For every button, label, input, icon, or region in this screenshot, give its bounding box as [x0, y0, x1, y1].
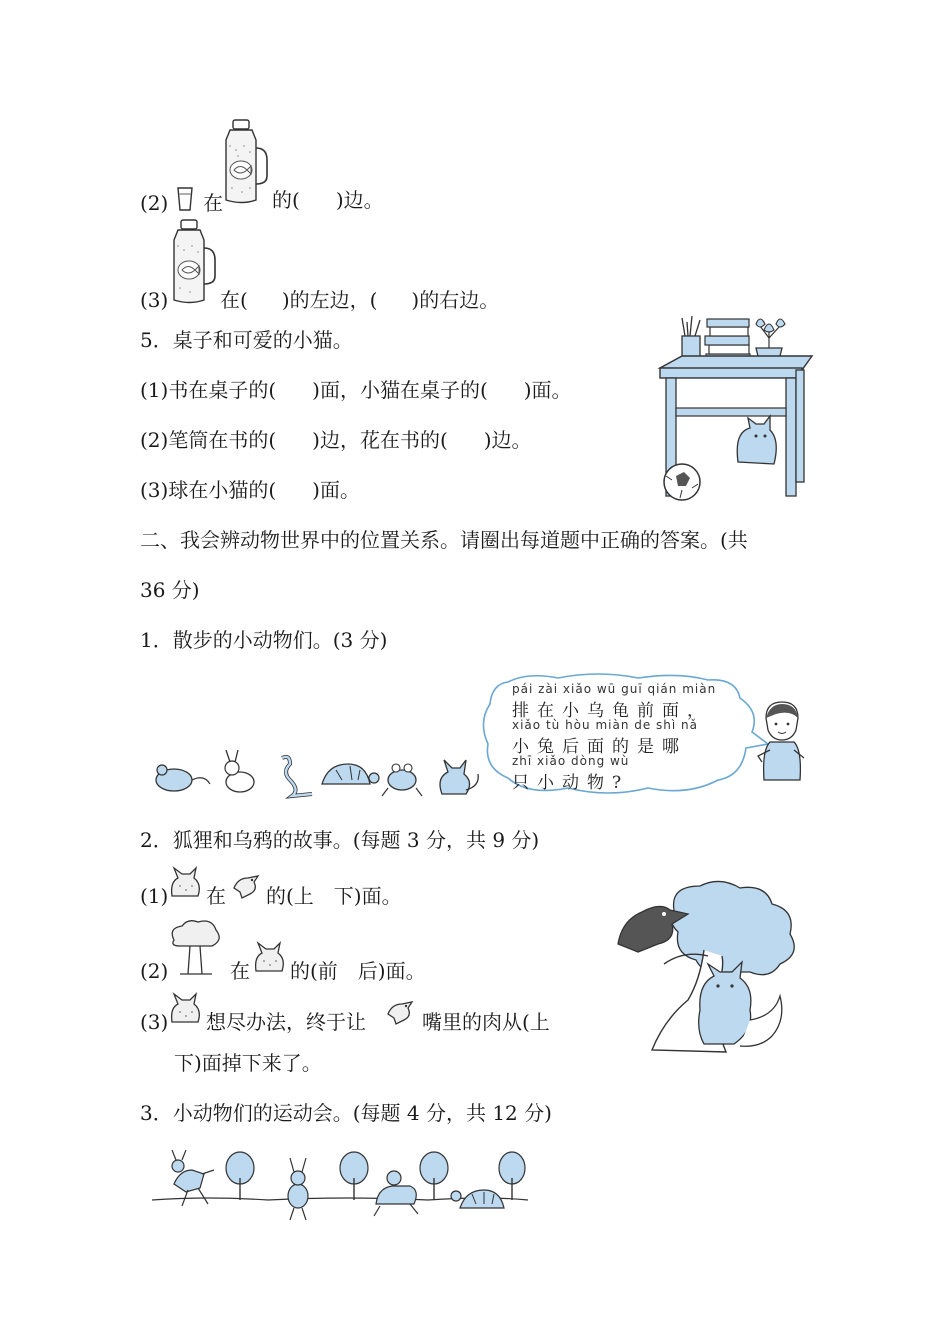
p2-item2-text1: 在 [230, 959, 250, 983]
p2-title: 2．狐狸和乌鸦的故事。(每题 3 分，共 9 分) [140, 828, 540, 852]
q5-item3: (3)球在小猫的( )面。 [140, 478, 360, 502]
p2-item3-text1: 想尽办法，终于让 [206, 1010, 366, 1034]
crow-icon [384, 998, 416, 1026]
fox-icon [168, 992, 204, 1024]
bubble-text-3: 只小动物? [512, 773, 630, 793]
p2-item3-text3: 下)面掉下来了。 [174, 1051, 322, 1075]
item-number: (2) [140, 191, 169, 215]
p2-item1-text2: 的(上 下)面。 [266, 884, 402, 908]
fox-crow-tree-illustration [604, 880, 804, 1064]
fox-icon [168, 866, 204, 898]
p2-item1-text1: 在 [206, 884, 226, 908]
animal-row-illustration [152, 750, 482, 802]
p2-item2-text2: 的(前 后)面。 [290, 959, 426, 983]
crow-icon [230, 872, 262, 900]
q4-item3-text: 在( )的左边，( )的右边。 [220, 288, 500, 312]
speech-bubble [478, 672, 768, 798]
bubble-pinyin-3: zhī xiǎo dòng wù [512, 754, 630, 768]
q4-item3-num: (3) [140, 288, 169, 312]
p1-title: 1．散步的小动物们。(3 分) [140, 628, 388, 652]
bubble-pinyin-1: pái zài xiǎo wū guī qián miàn [512, 682, 717, 696]
fox-icon [252, 941, 288, 973]
thermos-icon [220, 118, 270, 206]
section2-heading-line2: 36 分) [140, 578, 200, 602]
q5-title: 5．桌子和可爱的小猫。 [140, 328, 353, 352]
p2-item3-num: (3) [140, 1010, 169, 1034]
tree-icon [166, 918, 224, 976]
cup-icon [175, 186, 197, 212]
bubble-text-2: 小兔后面的是哪 [512, 737, 687, 757]
q5-item1: (1)书在桌子的( )面，小猫在桌子的( )面。 [140, 378, 572, 402]
q4-item2-rest: 的( )边。 [272, 188, 384, 212]
bubble-pinyin-2: xiǎo tù hòu miàn de shì nǎ [512, 718, 699, 732]
section2-heading-line1: 二、我会辨动物世界中的位置关系。请圈出每道题中正确的答案。(共 [140, 528, 748, 552]
p3-title: 3．小动物们的运动会。(每题 4 分，共 12 分) [140, 1101, 552, 1125]
q5-item2: (2)笔筒在书的( )边，花在书的( )边。 [140, 428, 532, 452]
q4-item2-text1: 在 [203, 191, 224, 215]
bubble-text-1: 排在小乌龟前面， [512, 701, 712, 721]
sports-meet-illustration [148, 1148, 532, 1226]
p2-item2-num: (2) [140, 959, 169, 983]
p2-item1-num: (1) [140, 884, 169, 908]
table-cat-illustration [652, 312, 822, 502]
boy-illustration [756, 700, 808, 784]
p2-item3-text2: 嘴里的肉从(上 [422, 1010, 550, 1034]
thermos-icon [168, 218, 218, 306]
q4-item2 [140, 186, 223, 217]
